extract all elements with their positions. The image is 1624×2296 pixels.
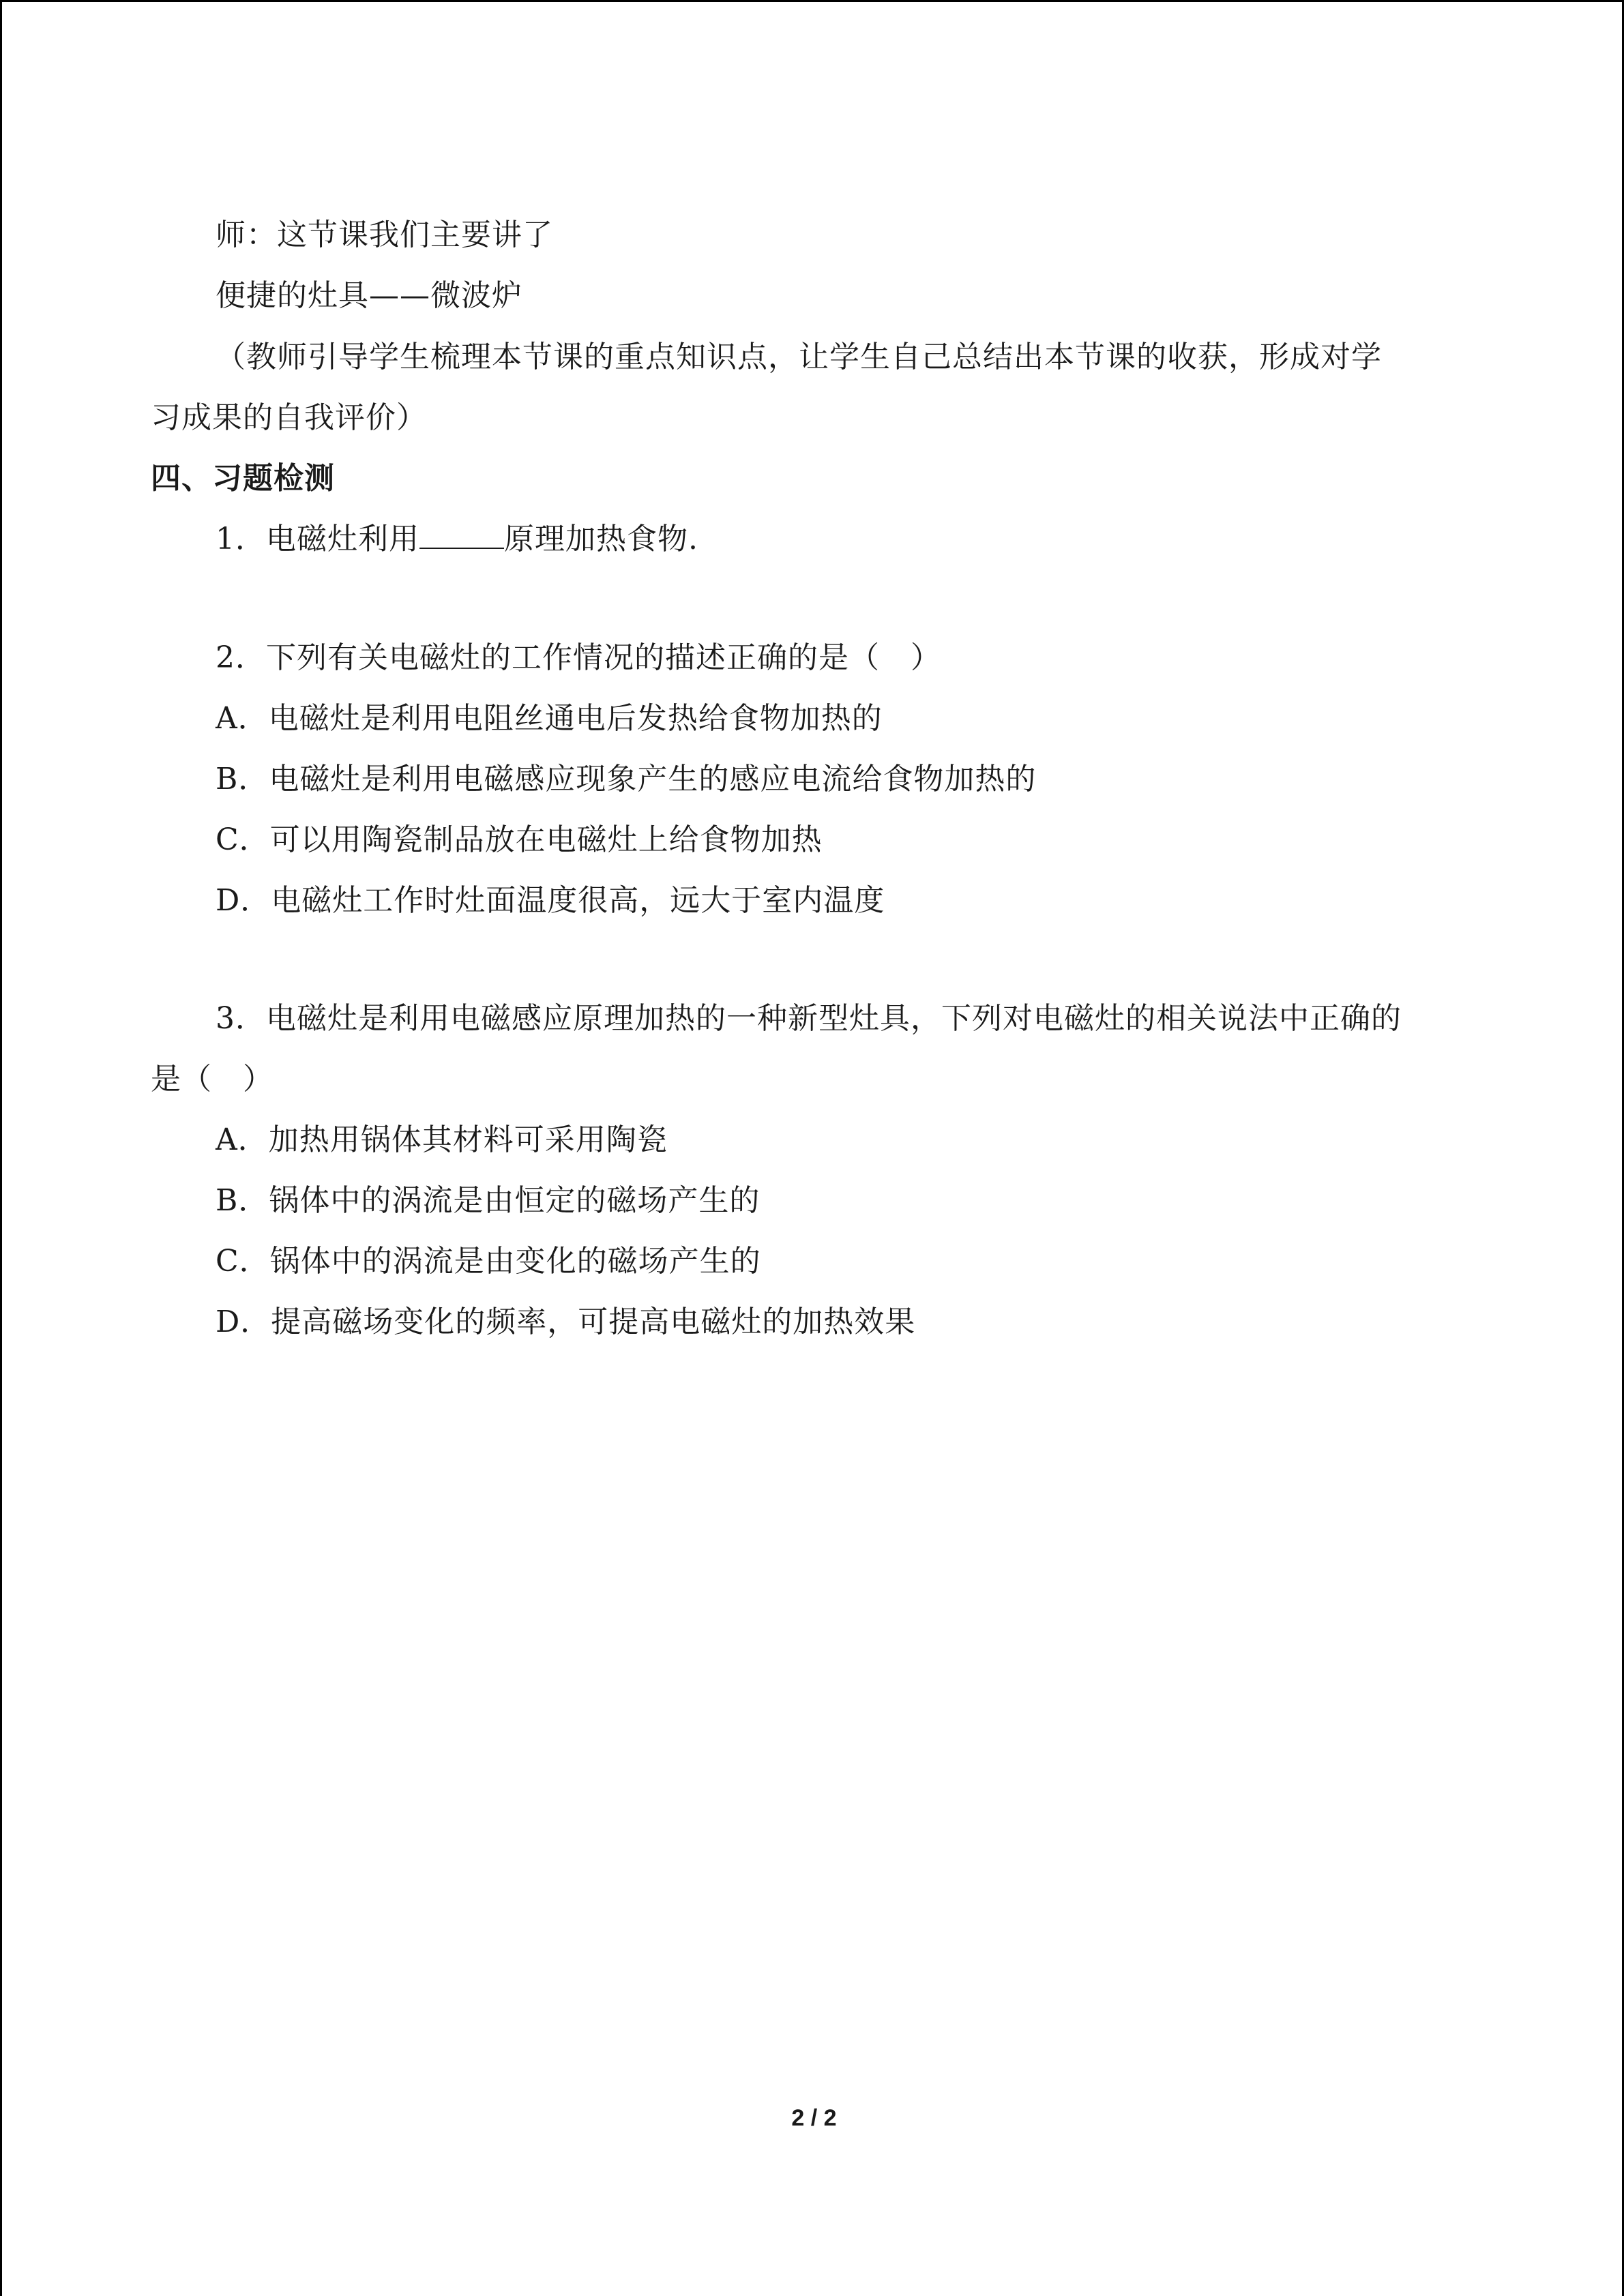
question-3-option-d: D．提高磁场变化的频率，可提高电磁灶的加热效果 xyxy=(216,1304,916,1339)
question-2-option-c: C．可以用陶瓷制品放在电磁灶上给食物加热 xyxy=(216,822,823,857)
page-number: 2 / 2 xyxy=(791,2105,837,2131)
question-2-option-b: B．电磁灶是利用电磁感应现象产生的感应电流给食物加热的 xyxy=(216,762,1037,796)
question-2-option-d: D．电磁灶工作时灶面温度很高，远大于室内温度 xyxy=(216,883,885,918)
question-3-stem-line-2: 是（ ） xyxy=(151,1062,274,1097)
summary-topic-line: 便捷的灶具——微波炉 xyxy=(216,278,522,313)
question-3-option-b: B．锅体中的涡流是由恒定的磁场产生的 xyxy=(216,1183,761,1218)
question-1 xyxy=(216,519,698,560)
question-2-stem: 2．下列有关电磁灶的工作情况的描述正确的是（ ） xyxy=(216,640,941,675)
summary-guide-line-1: （教师引导学生梳理本节课的重点知识点，让学生自己总结出本节课的收获，形成对学 xyxy=(216,340,1382,374)
summary-teacher-line: 师：这节课我们主要讲了 xyxy=(216,218,553,252)
answer-blank xyxy=(419,520,504,549)
question-3-option-a: A．加热用锅体其材料可采用陶瓷 xyxy=(216,1122,668,1157)
question-3-stem-line-1: 3．电磁灶是利用电磁感应原理加热的一种新型灶具，下列对电磁灶的相关说法中正确的 xyxy=(216,1001,1402,1036)
question-1-text-after: 原理加热食物. xyxy=(504,522,698,556)
summary-guide-line-2: 习成果的自我评价） xyxy=(151,400,427,435)
question-2-option-a: A．电磁灶是利用电阻丝通电后发热给食物加热的 xyxy=(216,701,883,736)
question-3-option-c: C．锅体中的涡流是由变化的磁场产生的 xyxy=(216,1244,761,1279)
question-1-text-before: 1．电磁灶利用 xyxy=(216,522,419,556)
section-heading-exercises: 四、习题检测 xyxy=(151,461,335,496)
